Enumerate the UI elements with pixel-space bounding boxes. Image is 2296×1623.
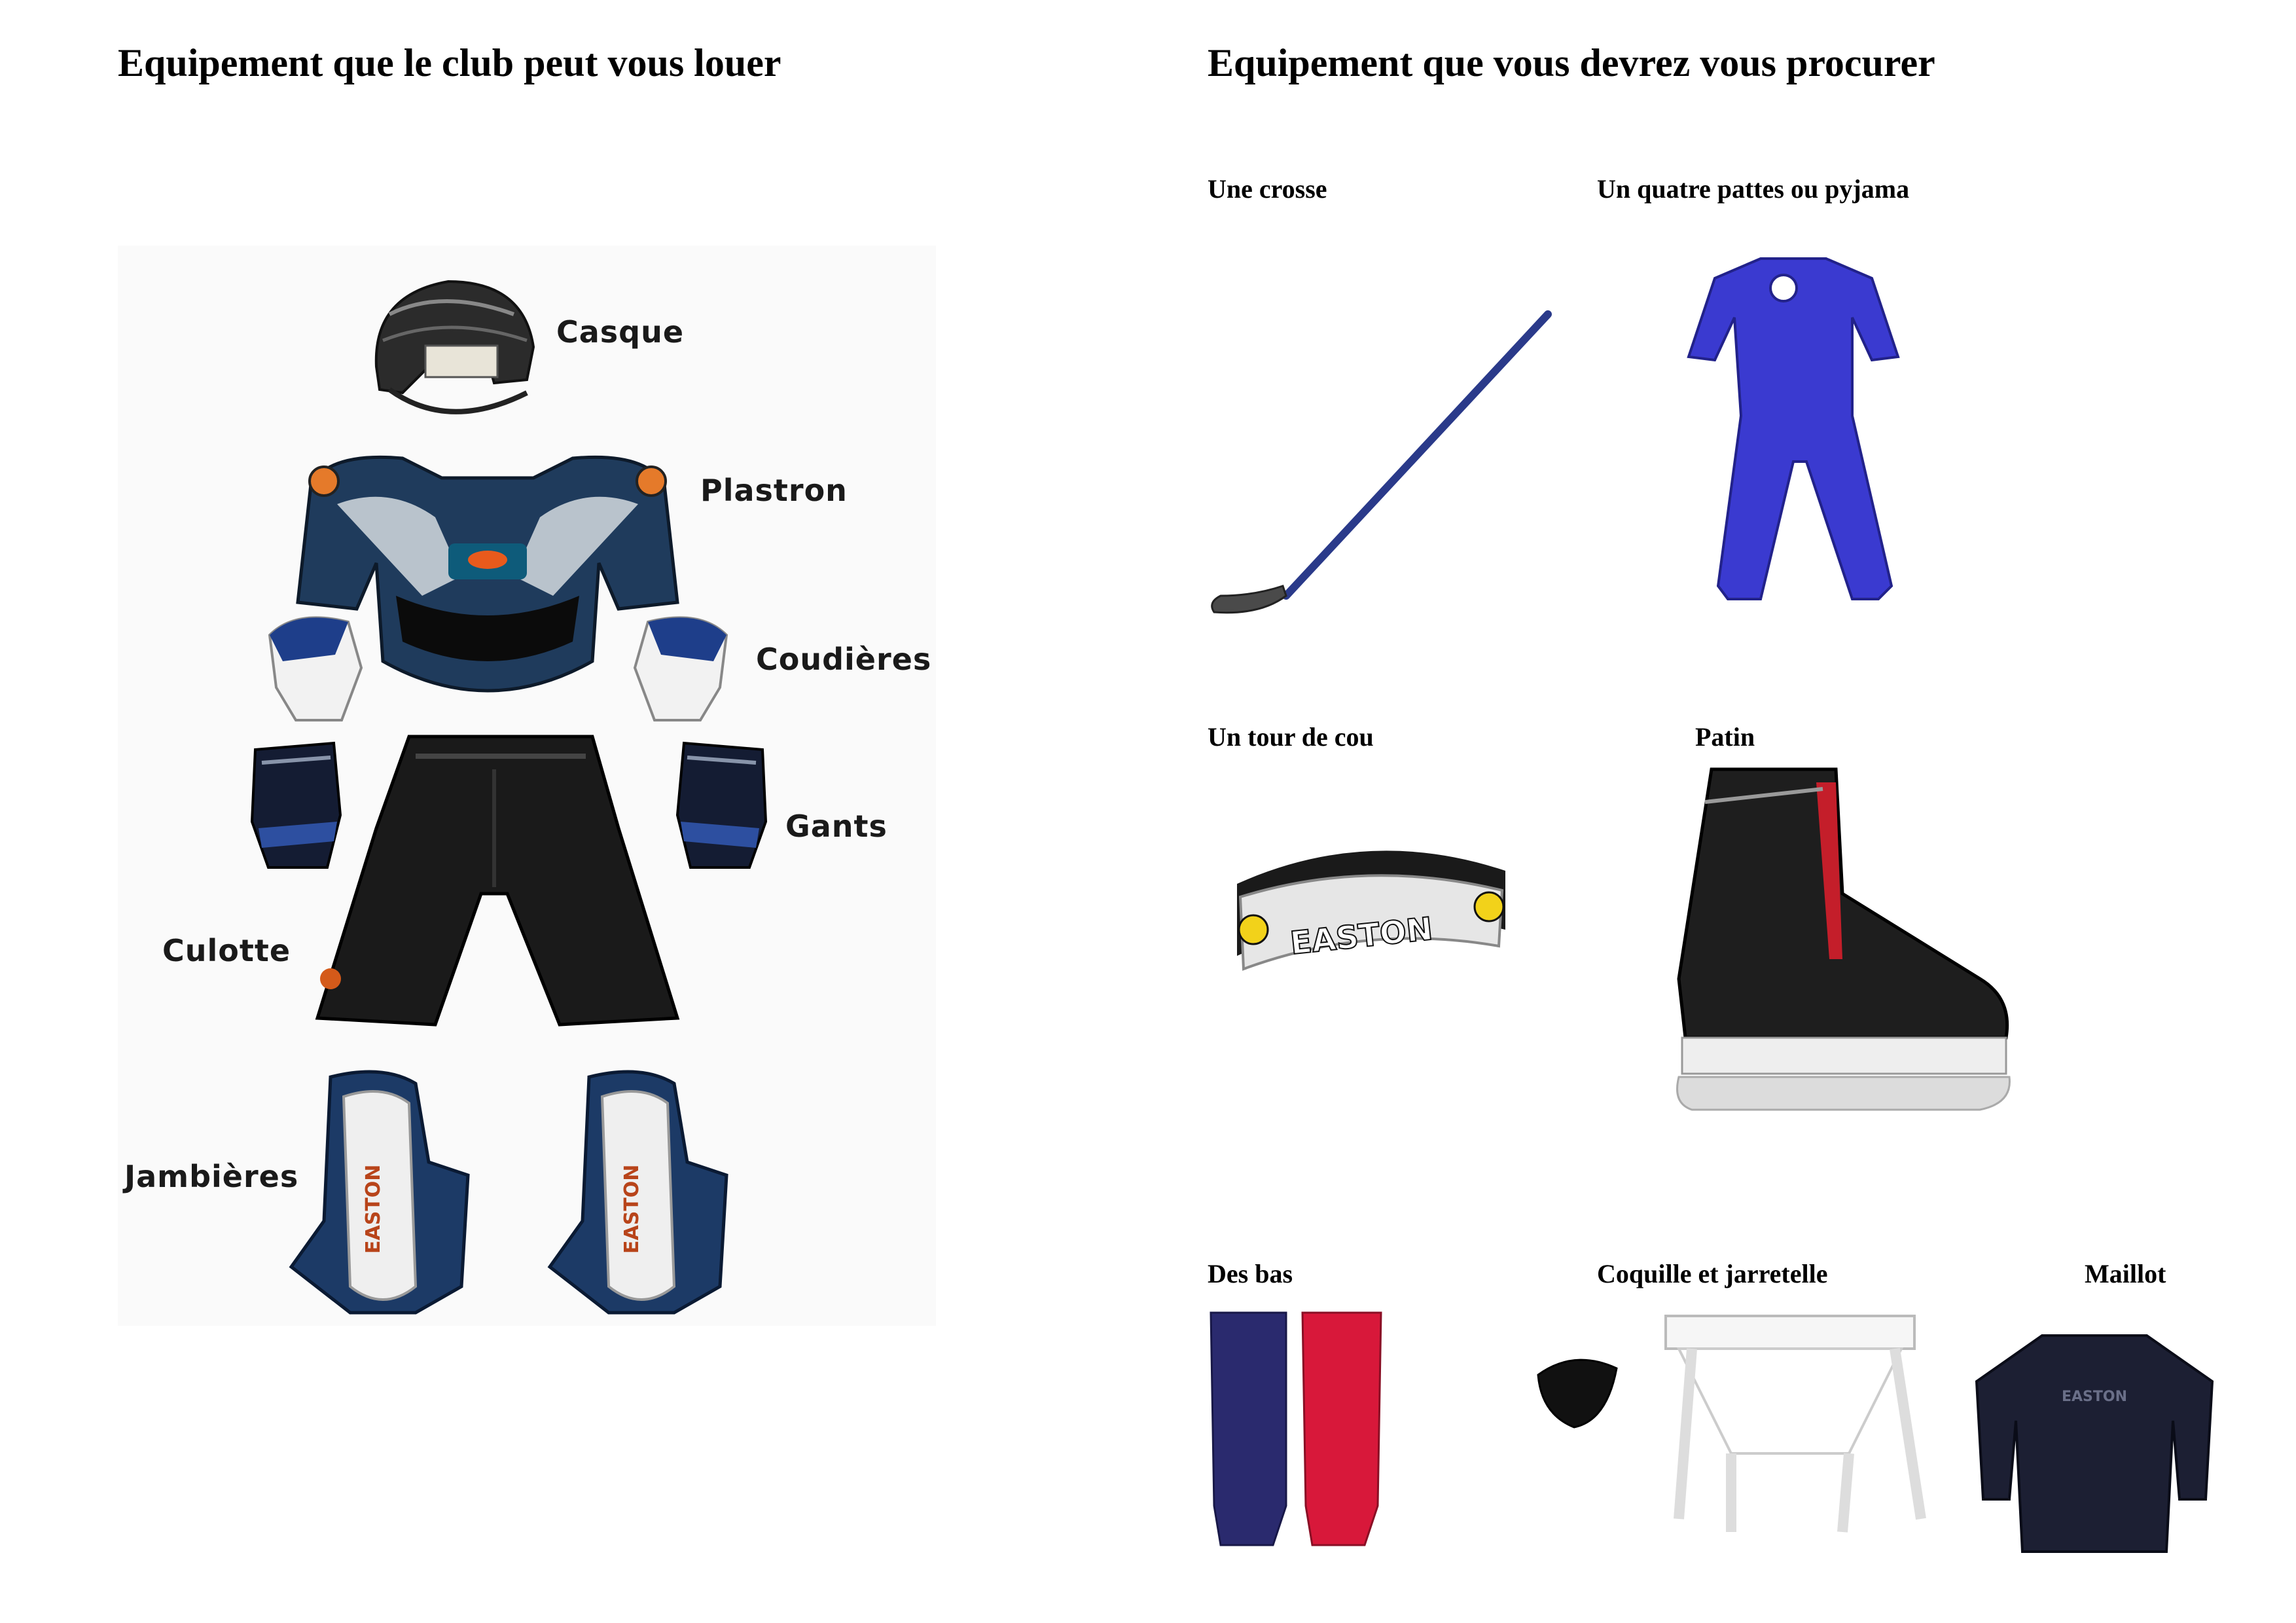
jock-label: Coquille et jarretelle bbox=[1597, 1259, 1828, 1288]
right-heading: Equipement que vous devrez vous procurer bbox=[1208, 41, 1935, 84]
jersey-brand: EASTON bbox=[2062, 1389, 2128, 1405]
left-heading: Equipement que le club peut vous louer bbox=[118, 41, 781, 84]
jersey-image bbox=[1970, 1329, 2219, 1558]
pants-label: Culotte bbox=[162, 933, 291, 968]
socks-label: Des bas bbox=[1208, 1259, 1293, 1288]
socks-image bbox=[1208, 1309, 1384, 1552]
skate-label: Patin bbox=[1695, 722, 1755, 752]
shin-guard-right-image bbox=[543, 1070, 740, 1319]
shoulder-pads-label: Plastron bbox=[700, 473, 848, 508]
elbow-pad-left-image bbox=[257, 609, 374, 727]
shin-guards-label: Jambières bbox=[124, 1159, 299, 1194]
shin-guard-left-brand: EASTON bbox=[362, 1164, 385, 1254]
pants-image bbox=[311, 730, 684, 1025]
shin-guard-left-image bbox=[285, 1070, 481, 1319]
elbow-pad-right-image bbox=[622, 609, 740, 727]
helmet-label: Casque bbox=[556, 314, 685, 350]
shin-guard-right-brand: EASTON bbox=[620, 1164, 643, 1254]
glove-right-image bbox=[671, 737, 776, 871]
skate-image bbox=[1666, 763, 2016, 1129]
stick-image bbox=[1208, 308, 1554, 622]
neck-guard-brand: EASTON bbox=[1288, 910, 1435, 962]
jersey-label: Maillot bbox=[2085, 1259, 2166, 1288]
neck-guard-label: Un tour de cou bbox=[1208, 722, 1374, 752]
jock-image bbox=[1535, 1309, 1947, 1552]
elbow-pads-label: Coudières bbox=[756, 642, 932, 677]
neck-guard-image bbox=[1230, 831, 1512, 995]
gloves-label: Gants bbox=[785, 809, 888, 844]
helmet-image bbox=[363, 268, 540, 432]
union-suit-label: Un quatre pattes ou pyjama bbox=[1597, 174, 1910, 204]
stick-label: Une crosse bbox=[1208, 174, 1327, 204]
union-suit-image bbox=[1656, 246, 1931, 612]
